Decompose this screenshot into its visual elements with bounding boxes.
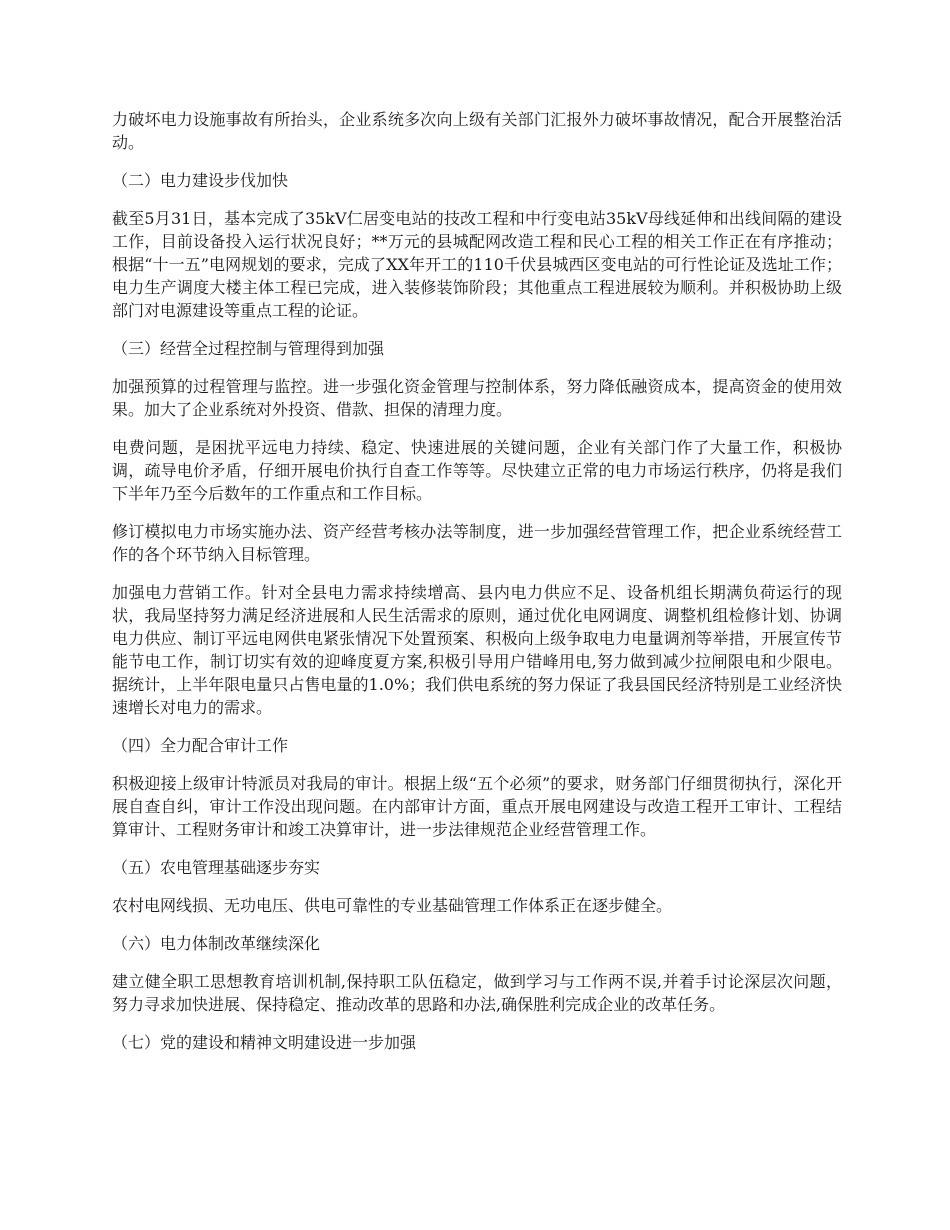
paragraph-budget-control: 加强预算的过程管理与监控。进一步强化资金管理与控制体系，努力降低融资成本，提高资金的使用效果。加大了企业系统对外投资、借款、担保的清理力度。 xyxy=(112,377,842,419)
paragraph-audit-work: 积极迎接上级审计特派员对我局的审计。根据上级“五个必须”的要求，财务部门仔细贯彻执行，深化开展自查自纠，审计工作没出现问题。在内部审计方面，重点开展电网建设与改造工程开工审计、工程结算审计、工程财务审计和竣工决算审计，进一步法律规范企业经营管理工作。 xyxy=(112,774,842,839)
paragraph-reform: 建立健全职工思想教育培训机制,保持职工队伍稳定，做到学习与工作两不误,并着手讨论深层次问题，努力寻求加快进展、保持稳定、推动改革的思路和办法,确保胜利完成企业的改革任务。 xyxy=(112,972,842,1014)
section-heading-2: （二）电力建设步伐加快 xyxy=(112,171,289,190)
paragraph-power-marketing: 加强电力营销工作。针对全县电力需求持续增高、县内电力供应不足、设备机组长期满负荷运行的现状，我局坚持努力满足经济进展和人民生活需求的原则，通过优化电网调度、调整机组检修计划、协调电力供应、制订平远电网供电紧张情况下处置预案、积极向上级争取电力电量调剂等举措，开展宣传节能节电工作，制订切实有效的迎峰度夏方案,积极引导用户错峰用电,努力做到减少拉闸限电和少限电。据统计，上半年限电量只占售电量的1.0%；我们供电系统的努力保证了我县国民经济特别是工业经济快速增长对电力的需求。 xyxy=(112,583,842,717)
paragraph-power-damage-reporting: 力破坏电力设施事故有所抬头，企业系统多次向上级有关部门汇报外力破坏事故情况，配合开展整治活动。 xyxy=(112,110,842,152)
section-heading-4: （四）全力配合审计工作 xyxy=(112,736,289,755)
section-heading-5: （五）农电管理基础逐步夯实 xyxy=(112,858,321,877)
paragraph-construction-progress: 截至5月31日，基本完成了35kV仁居变电站的技改工程和中行变电站35kV母线延伸和出线间隔的建设工作，目前设备投入运行状况良好；**万元的县城配网改造工程和民心工程的相关工作正在有序推动；根据“十一五”电网规划的要求，完成了XX年开工的110千伏县城西区变电站的可行性论证及选址工作；电力生产调度大楼主体工程已完成，进入装修装饰阶段；其他重点工程进展较为顺利。并积极协助上级部门对电源建设等重点工程的论证。 xyxy=(112,209,842,320)
section-heading-3: （三）经营全过程控制与管理得到加强 xyxy=(112,339,385,358)
section-heading-6: （六）电力体制改革继续深化 xyxy=(112,934,321,953)
paragraph-rural-power: 农村电网线损、无功电压、供电可靠性的专业基础管理工作体系正在逐步健全。 xyxy=(112,896,673,915)
paragraph-market-rules: 修订模拟电力市场实施办法、资产经营考核办法等制度，进一步加强经营管理工作，把企业系统经营工作的各个环节纳入目标管理。 xyxy=(112,522,842,564)
section-heading-7: （七）党的建设和精神文明建设进一步加强 xyxy=(112,1033,417,1052)
document-page xyxy=(112,108,842,1069)
paragraph-electricity-fees: 电费问题，是困扰平远电力持续、稳定、快速进展的关键问题，企业有关部门作了大量工作，积极协调，疏导电价矛盾，仔细开展电价执行自查工作等等。尽快建立正常的电力市场运行秩序，仍将是我们下半年乃至今后数年的工作重点和工作目标。 xyxy=(112,438,842,503)
